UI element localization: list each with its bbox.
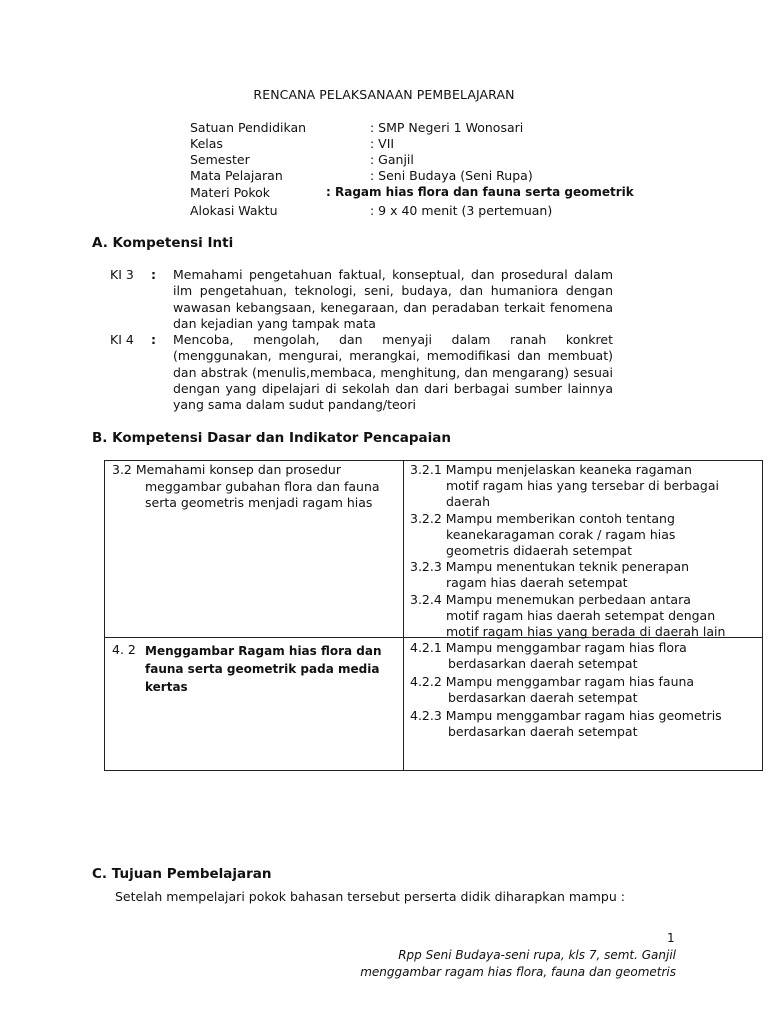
identity-value: : SMP Negeri 1 Wonosari [370,120,524,135]
kd-line: fauna serta geometrik pada media [145,662,380,676]
kd-cell [105,461,404,638]
ki-code: KI 4 [110,332,134,347]
identity-value: : Ragam hias flora dan fauna serta geometrik [326,185,634,199]
section-b-heading: B. Kompetensi Dasar dan Indikator Pencapaian [92,430,451,446]
kd-indicator-table [104,460,763,771]
kd-line: serta geometris menjadi ragam hias [145,495,373,510]
page-number: 1 [667,931,675,945]
indicator-line: 4.2.2 Mampu menggambar ragam hias fauna [410,674,695,689]
ki-line: wawasan kebangsaan, kenegaraan, dan peradaban terkait fenomena [173,299,613,315]
indicator-cell [404,461,763,638]
document-title: RENCANA PELAKSANAAN PEMBELAJARAN [253,87,515,102]
ki-text [173,267,613,332]
ki-colon: : [151,332,156,347]
table-row [105,638,763,771]
indicator-line: motif ragam hias daerah setempat dengan [446,608,716,623]
indicator-line: 4.2.3 Mampu menggambar ragam hias geometris [410,708,722,723]
indicator-line: motif ragam hias yang berada di daerah lain [446,624,726,639]
indicator-cell [404,638,763,771]
identity-label: Semester [190,152,250,167]
footer-line-2: menggambar ragam hias flora, fauna dan geometris [360,965,676,979]
table-row [105,461,763,638]
ki-colon: : [151,267,156,282]
indicator-line: berdasarkan daerah setempat [448,656,638,671]
ki-line: ilm pengetahuan, teknologi, seni, budaya, dan humaniora dengan [173,283,613,299]
identity-label: Mata Pelajaran [190,168,283,183]
ki-line: dan abstrak (menulis,membaca, menghitung, dan mengarang) sesuai [173,364,613,380]
ki-line: (menggunakan, mengurai, merangkai, memodifikasi dan membuat) [173,348,613,364]
identity-value: : Ganjil [370,152,414,167]
ki-line: Memahami pengetahuan faktual, konseptual, dan prosedural dalam [173,267,613,282]
kd-line: kertas [145,680,188,694]
indicator-line: berdasarkan daerah setempat [448,690,638,705]
ki-text [173,332,613,413]
identity-label: Materi Pokok [190,185,271,200]
kd-cell [105,638,404,771]
identity-value: : Seni Budaya (Seni Rupa) [370,168,533,183]
identity-label: Satuan Pendidikan [190,120,307,135]
kd-line: 3.2 Memahami konsep dan prosedur [112,462,341,477]
ki-line: dengan yang dipelajari di sekolah dan dari berbagai sumber lainnya [173,380,613,396]
indicator-line: 3.2.1 Mampu menjelaskan keaneka ragaman [410,462,692,477]
indicator-line: motif ragam hias yang tersebar di berbagai [446,478,719,493]
indicator-line: keanekaragaman corak / ragam hias [446,527,676,542]
indicator-line: ragam hias daerah setempat [446,575,628,590]
ki-line: yang sama dalam sudut pandang/teori [173,397,416,413]
ki-line: dan kejadian yang tampak mata [173,315,376,331]
section-c-intro: Setelah mempelajari pokok bahasan tersebut perserta didik diharapkan mampu : [115,889,625,904]
section-a-heading: A. Kompetensi Inti [92,235,234,251]
indicator-line: geometris didaerah setempat [446,543,632,558]
indicator-line: daerah [446,494,491,509]
ki-line: Mencoba, mengolah, dan menyaji dalam ranah konkret [173,332,613,347]
kd-line: meggambar gubahan flora dan fauna [145,479,380,494]
indicator-line: 3.2.2 Mampu memberikan contoh tentang [410,511,675,526]
identity-value: : 9 x 40 menit (3 pertemuan) [370,203,553,218]
identity-value: : VII [370,136,395,151]
indicator-line: 3.2.3 Mampu menentukan teknik penerapan [410,559,690,574]
identity-label: Kelas [190,136,223,151]
identity-label: Alokasi Waktu [190,203,278,218]
ki-code: KI 3 [110,267,134,282]
footer-line-1: Rpp Seni Budaya-seni rupa, kls 7, semt. Ganjil [398,948,676,962]
indicator-line: 4.2.1 Mampu menggambar ragam hias flora [410,640,687,655]
kd-number: 4. 2 [112,642,136,657]
indicator-line: 3.2.4 Mampu menemukan perbedaan antara [410,592,691,607]
indicator-line: berdasarkan daerah setempat [448,724,638,739]
kd-line: Menggambar Ragam hias flora dan [145,644,382,658]
section-c-heading: C. Tujuan Pembelajaran [92,866,272,882]
